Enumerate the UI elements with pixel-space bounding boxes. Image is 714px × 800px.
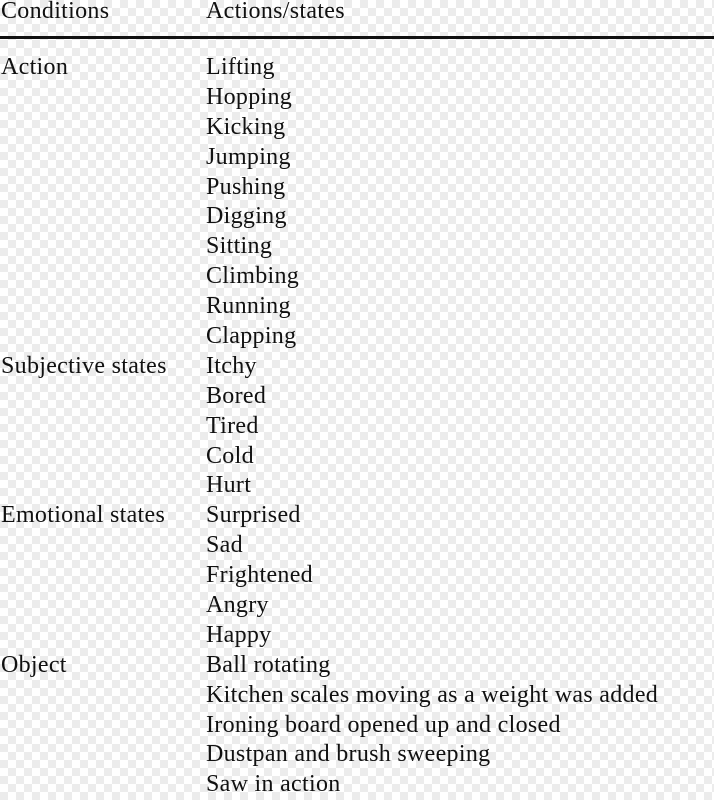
action-state-item: Sitting bbox=[206, 233, 273, 260]
action-state-item: Clapping bbox=[206, 323, 297, 350]
action-state-item: Climbing bbox=[206, 263, 300, 290]
action-state-item: Running bbox=[206, 293, 291, 320]
action-state-item: Happy bbox=[206, 621, 272, 648]
action-state-item: Sad bbox=[206, 532, 243, 559]
action-state-item: Ball rotating bbox=[206, 651, 331, 678]
action-state-item: Kicking bbox=[206, 113, 286, 140]
action-state-item: Hurt bbox=[206, 472, 252, 499]
condition-group bbox=[0, 501, 714, 650]
condition-label: Action bbox=[1, 54, 69, 80]
header-actions-states: Actions/states bbox=[206, 0, 345, 24]
action-state-item: Angry bbox=[206, 592, 269, 619]
action-state-item: Hopping bbox=[206, 83, 293, 110]
condition-label: Emotional states bbox=[1, 502, 166, 529]
action-state-item: Cold bbox=[206, 442, 254, 469]
action-state-item: Bored bbox=[206, 382, 267, 409]
action-state-item: Pushing bbox=[206, 173, 286, 200]
action-state-list bbox=[206, 651, 714, 800]
condition-label: Object bbox=[1, 651, 67, 678]
action-state-item: Kitchen scales moving as a weight was added bbox=[206, 681, 659, 708]
table-header bbox=[0, 0, 714, 32]
condition-group bbox=[0, 53, 714, 352]
action-state-list bbox=[206, 501, 714, 650]
condition-label: Subjective states bbox=[1, 352, 167, 379]
header-conditions: Conditions bbox=[1, 0, 110, 24]
action-state-item: Frightened bbox=[206, 562, 313, 589]
action-state-item: Saw in action bbox=[206, 771, 341, 798]
action-state-list bbox=[206, 53, 714, 352]
action-state-item: Ironing board opened up and closed bbox=[206, 711, 561, 738]
action-state-item: Jumping bbox=[206, 143, 291, 170]
action-state-item: Lifting bbox=[206, 54, 275, 80]
action-state-item: Digging bbox=[206, 203, 287, 230]
header-rule bbox=[0, 36, 714, 39]
table-body bbox=[0, 53, 714, 800]
action-state-item: Surprised bbox=[206, 502, 301, 529]
action-state-list bbox=[206, 352, 714, 501]
action-state-item: Itchy bbox=[206, 352, 257, 379]
condition-group bbox=[0, 651, 714, 800]
action-state-item: Dustpan and brush sweeping bbox=[206, 741, 491, 768]
action-state-item: Tired bbox=[206, 412, 259, 439]
condition-group bbox=[0, 352, 714, 501]
